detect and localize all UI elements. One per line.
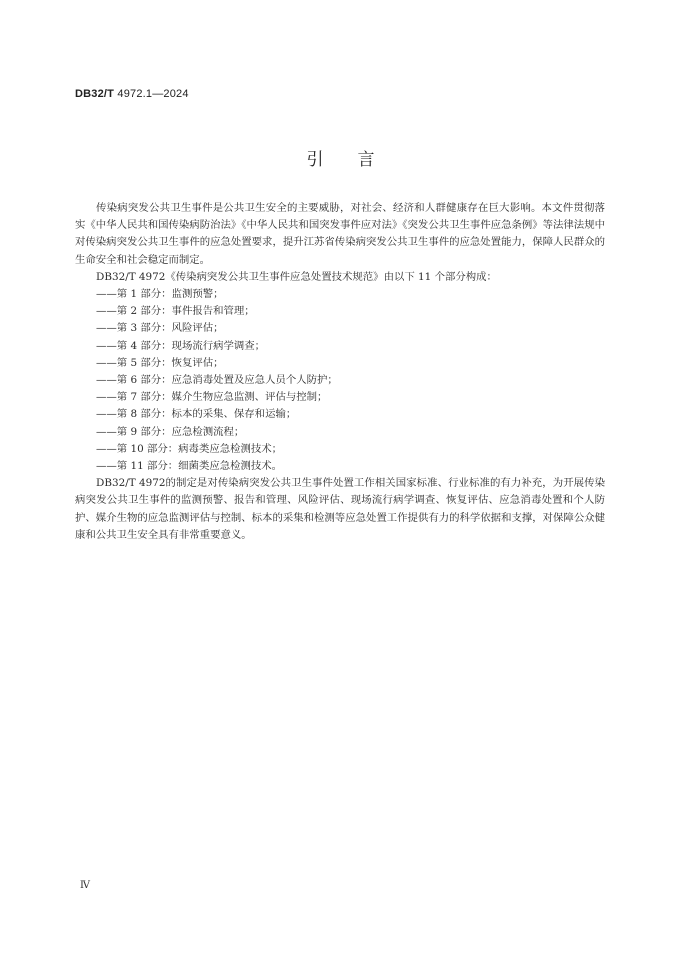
part-list-item: ——第 3 部分：风险评估； — [96, 322, 224, 335]
part-list-item: ——第 8 部分：标本的采集、保存和运输； — [96, 408, 297, 421]
document-code-prefix: DB32/T — [75, 88, 115, 100]
part-list-item: ——第 6 部分：应急消毒处置及应急人员个人防护； — [96, 374, 338, 387]
part-list-item: ——第 11 部分：细菌类应急检测技术。 — [96, 460, 283, 473]
part-list-item: ——第 9 部分：应急检测流程； — [96, 425, 245, 438]
page-title: 引言 — [306, 150, 409, 170]
part-list-item: ——第 7 部分：媒介生物应急监测、评估与控制； — [96, 391, 328, 404]
document-code — [75, 88, 189, 100]
intro-paragraph-1: 传染病突发公共卫生事件是公共卫生安全的主要威胁，对社会、经济和人群健康存在巨大影响。本文件贯彻落实《中华人民共和国传染病防治法》《中华人民共和国突发事件应对法》《突发公共卫生事件应急条例》等法律法规中对传染病突发公共卫生事件的应急处置要求，提升江苏省传染病突发公共卫生事件的应急处置能力，保障人民群众的生命安全和社会稳定而制定。 — [75, 202, 605, 266]
page-number: Ⅳ — [80, 880, 90, 891]
intro-paragraph-3: DB32/T 4972的制定是对传染病突发公共卫生事件处置工作相关国家标准、行业标准的有力补充，为开展传染病突发公共卫生事件的监测预警、报告和管理、风险评估、现场流行病学调查、恢复评估、应急消毒处置和个人防护、媒介生物的应急监测评估与控制、标本的采集和检测等应急处置工作提供有力的科学依据和支撑，对保障公众健康和公共卫生安全具有非常重要意义。 — [75, 477, 605, 541]
document-code-number: 4972.1—2024 — [117, 88, 189, 100]
intro-paragraph-2: DB32/T 4972《传染病突发公共卫生事件应急处置技术规范》由以下 11 个部分构成： — [96, 270, 497, 283]
part-list-item: ——第 10 部分：病毒类应急检测技术； — [96, 442, 283, 455]
part-list-item: ——第 2 部分：事件报告和管理； — [96, 305, 255, 318]
part-list-item: ——第 1 部分：监测预警； — [96, 288, 224, 301]
intro-body — [75, 200, 605, 544]
part-list-item: ——第 5 部分：恢复评估； — [96, 356, 224, 369]
part-list-item: ——第 4 部分：现场流行病学调查； — [96, 339, 266, 352]
